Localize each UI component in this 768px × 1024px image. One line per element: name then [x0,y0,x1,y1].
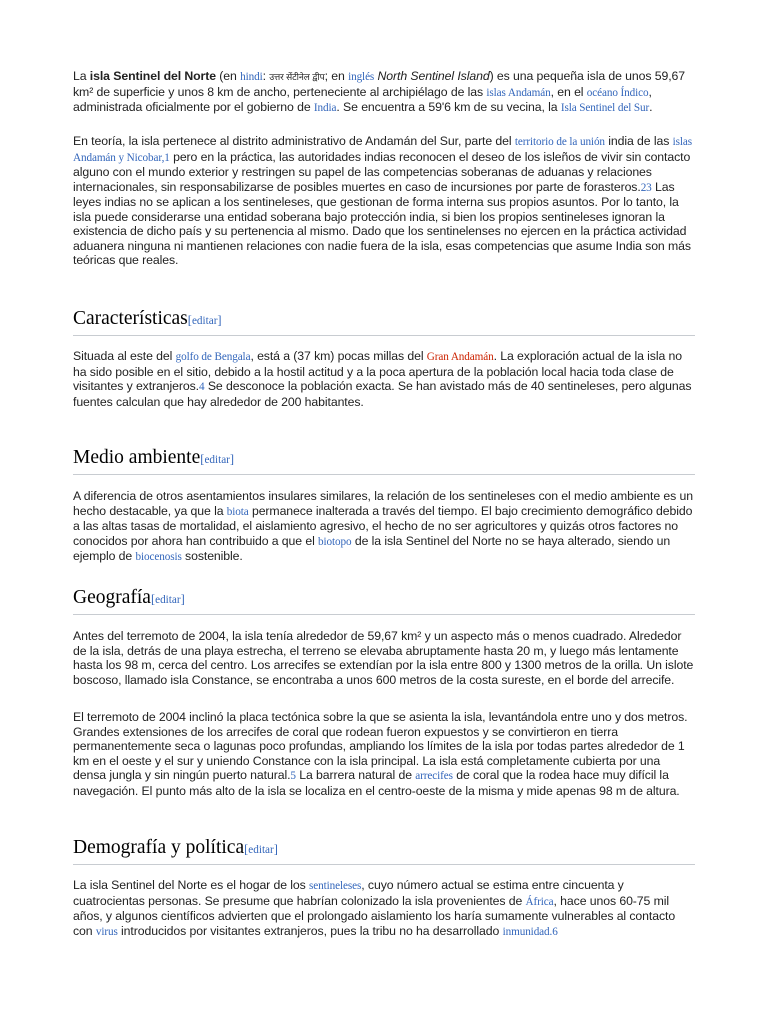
link-india[interactable]: India [313,102,337,114]
text: Situada al este del [73,349,176,363]
edit-bracket: [ [187,313,192,327]
text: india de las [604,134,673,148]
reference-4[interactable]: 4 [199,381,205,393]
section-heading [73,308,695,336]
section-heading [73,447,695,475]
edit-bracket: ] [180,592,185,606]
text: , hace unos 60-75 mil años, y algunos científicos advierten que el prolongado aislamiento los haría sumamente vulnerables al contacto con [73,893,676,938]
link-arrecifes[interactable]: arrecifes [415,770,453,782]
link-territorio-de-la-union[interactable]: territorio de la unión [514,136,605,148]
article-subject: isla Sentinel del Norte [89,69,216,83]
text: , administrada oficialmente por el gobierno de [73,84,652,114]
medio-ambiente-paragraph [73,489,695,565]
edit-link[interactable]: editar [204,454,230,466]
section-medio-ambiente [73,447,695,475]
text: de coral que la rodea hace muy difícil la navegación. El punto más alto de la isla se localiza en el centro-oeste de la misma y mide apenas 98 m de altura. [73,768,680,798]
text: introducidos por visitantes extranjeros, pues la tribu no ha desarrollado [117,923,503,938]
reference-6[interactable]: 6 [552,925,558,938]
edit-bracket: ] [229,452,235,466]
text: permanece inalterada a través del tiempo. El bajo crecimiento demográfico debido a las altas tasas de mortalidad, el aislamiento agresivo, el hecho de no ser agricultores y quizás otros factores no conocidos por ahora han contribuido a que el [73,503,693,548]
text: . [649,100,653,114]
text: Se desconoce la población exacta. Se han avistado más de 40 sentineleses, pero algunas fuentes calculan que hay alrededor de 200 habitantes. [73,379,692,409]
link-biota[interactable]: biota [226,505,249,518]
text: , en el [550,84,587,99]
section-caracteristicas [73,308,695,336]
edit-link[interactable]: editar [191,315,218,327]
geografia-paragraph-1: Antes del terremoto de 2004, la isla tenía alrededor de 59,67 km² y un aspecto más o menos cuadrado. Alrededor de la isla, detrás de una playa estrecha, el terreno se elevaba abruptamente hasta 20 m, y luego más lentamente hasta los 98 m, cerca del centro. Los arrecifes se extendían por la isla entre 800 y 1300 metros de la orilla. Un islote boscoso, llamado isla Constance, se encontraba a unos 600 metros de la costa sureste, en el borde del arrecife. [73,629,694,687]
section-title: Características [73,308,188,329]
english-name: North Sentinel Island [377,69,490,83]
intro-paragraph-1 [73,69,695,116]
text: . La exploración actual de la isla no ha sido posible en el sitio, debido a la hostil actitud y a la poca apertura de la población local hacia toda clase de visitantes y extranjeros. [73,349,683,393]
section-demografia-y-politica [73,837,695,865]
link-sentineleses[interactable]: sentineleses [309,880,362,892]
link-hindi[interactable]: hindi [240,71,263,83]
link-virus[interactable]: virus [95,925,118,938]
text: pero en la práctica, las autoridades indias reconocen el deseo de los isleños de vivir sin contacto alguno con el mundo exterior y restringen su papel de las competencias soberanas de aduanas y relaciones internacionales, sin responsabilizarse de posibles muertes en caso de incursiones por parte de forasteros. [73,149,691,194]
edit-link[interactable]: editar [248,844,274,856]
section-heading [73,837,695,865]
text: : [262,69,270,83]
hindi-name: उत्तर सेंटीनेल द्वीप [269,72,325,82]
text: sostenible. [181,549,243,563]
text: En teoría, la isla pertenece al distrito administrativo de Andamán del Sur, parte del [73,134,515,148]
reference-23[interactable]: 23 [640,181,652,194]
caracteristicas-paragraph [73,349,695,409]
edit-bracket: [ [244,842,249,856]
text: ; en [324,69,349,83]
link-africa[interactable]: África [525,895,554,908]
reference-5[interactable]: 5 [290,770,296,782]
link-golfo-de-bengala[interactable]: golfo de Bengala [175,351,251,363]
demografia-paragraph [73,878,695,939]
intro-paragraph-2 [73,134,695,268]
text: A diferencia de otros asentamientos insulares similares, la relación de los sentineleses con el medio ambiente es un hecho destacable, ya que la [73,489,693,518]
reference-1[interactable]: 1 [164,151,170,164]
link-biotopo[interactable]: biotopo [318,535,352,548]
text: ) es una pequeña isla de unos 59,67 km² de superficie y unos 8 km de ancho, perteneciente al archipiélago de las [73,69,686,99]
section-geografia [73,587,695,615]
section-heading [73,587,695,615]
link-ingles[interactable]: inglés [348,71,375,83]
link-biocenosis[interactable]: biocenosis [135,551,182,563]
text: , cuyo número actual se estima entre cincuenta y cuatrocientas personas. Se presume que habrían colonizado la isla provenientes de [73,878,624,908]
text: La [73,69,90,83]
link-gran-andaman[interactable]: Gran Andamán [426,351,494,363]
geografia-paragraph-2 [73,710,695,798]
section-title: Demografía y política [73,837,245,858]
edit-link[interactable]: editar [155,594,181,606]
edit-bracket: [ [150,592,156,606]
section-title: Geografía [73,587,151,608]
text: . Se encuentra a 59'6 km de su vecina, la [336,100,561,114]
text: El terremoto de 2004 inclinó la placa tectónica sobre la que se asienta la isla, levantándola entre uno y dos metros. Grandes extensiones de los arrecifes de coral que rodean fueron expuestos y se convirtieron en tierra permanentemente seca o lagunas poco profundas, ampliando los límites de la isla por todas partes alrededor de 1 km en el oeste y el sur y uniendo Constance con la isla principal. La isla está completamente cubierta por una densa jungla y sin ningún puerto natural. [73,710,688,782]
text: de la isla Sentinel del Norte no se haya alterado, siendo un ejemplo de [73,533,671,563]
text: (en [215,69,241,83]
edit-bracket: ] [273,842,278,856]
section-title: Medio ambiente [73,447,201,468]
text: La isla Sentinel del Norte es el hogar de los [73,878,310,892]
text: Las leyes indias no se aplican a los sentineleses, que gestionan de forma interna sus propios asuntos. Por lo tanto, la isla puede considerarse una entidad soberana bajo protección india, si bien los propios sentineleses ignoran la existencia de dicho país y su pertenencia al mismo. Dado que los sentinelenses no ejercen en la práctica actividad aduanera ninguna ni mantienen relaciones con nadie fuera de la isla, esas competencias que asume India son más teóricas que reales. [73,179,691,267]
link-inmunidad[interactable]: inmunidad. [502,925,553,938]
edit-bracket: ] [217,313,222,327]
link-islas-andaman[interactable]: islas Andamán [486,86,551,99]
link-isla-sentinel-del-sur[interactable]: Isla Sentinel del Sur [560,102,650,114]
link-oceano-indico[interactable]: océano Índico [586,86,649,99]
text: , está a (37 km) pocas millas del [250,349,427,363]
link-islas-andaman-y-nicobar[interactable]: islas Andamán y Nicobar, [73,136,692,164]
edit-bracket: [ [200,452,205,466]
text: La barrera natural de [295,768,416,782]
